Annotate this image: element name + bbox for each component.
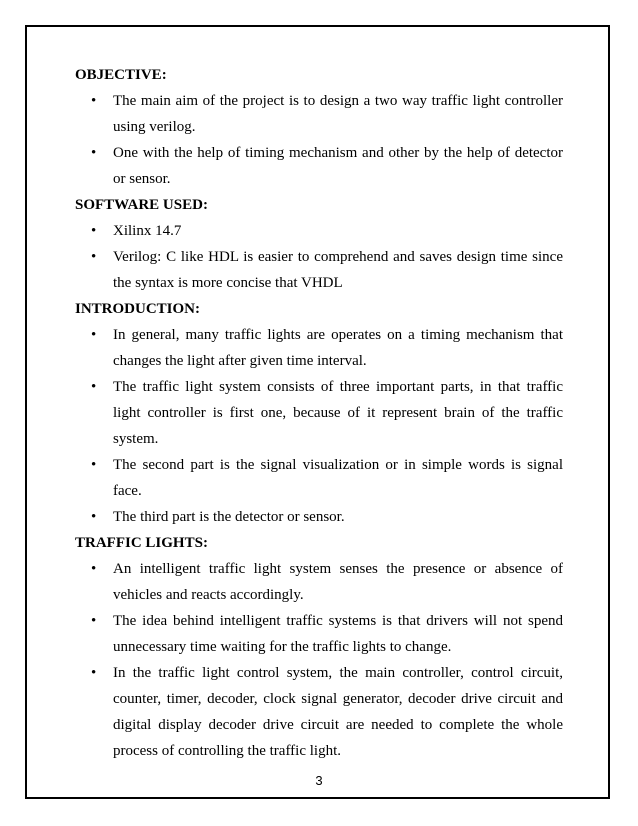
- bullet-item: • The third part is the detector or sensor.: [75, 504, 563, 530]
- bullet-list: [75, 218, 563, 296]
- section-heading: SOFTWARE USED:: [75, 197, 208, 213]
- section-heading: INTRODUCTION:: [75, 301, 201, 317]
- bullet-item: • The main aim of the project is to design a two way traffic light controller using verilog.: [75, 88, 563, 140]
- bullet-list: [75, 556, 563, 764]
- bullet-item: • Xilinx 14.7: [75, 218, 563, 244]
- bullet-list: [75, 88, 563, 192]
- document-body: [75, 62, 563, 764]
- bullet-item: • The traffic light system consists of three important parts, in that traffic light controller is first one, because of it represent brain of the traffic system.: [75, 374, 563, 452]
- section-introduction: [75, 296, 563, 530]
- page-number: 3: [315, 773, 323, 788]
- bullet-item: • One with the help of timing mechanism and other by the help of detector or sensor.: [75, 140, 563, 192]
- section-objective: [75, 62, 563, 192]
- section-heading: OBJECTIVE:: [75, 67, 167, 83]
- bullet-item: • In general, many traffic lights are operates on a timing mechanism that changes the light after given time interval.: [75, 322, 563, 374]
- bullet-item: • An intelligent traffic light system senses the presence or absence of vehicles and reacts accordingly.: [75, 556, 563, 608]
- section-heading: TRAFFIC LIGHTS:: [75, 535, 208, 551]
- bullet-list: [75, 322, 563, 530]
- section-software-used: [75, 192, 563, 296]
- bullet-item: • In the traffic light control system, the main controller, control circuit, counter, timer, decoder, clock signal generator, decoder drive circuit and digital display decoder drive circuit are needed to complete the whole process of controlling the traffic light.: [75, 660, 563, 764]
- section-traffic-lights: [75, 530, 563, 764]
- bullet-item: • Verilog: C like HDL is easier to comprehend and saves design time since the syntax is more concise that VHDL: [75, 244, 563, 296]
- bullet-item: • The idea behind intelligent traffic systems is that drivers will not spend unnecessary time waiting for the traffic lights to change.: [75, 608, 563, 660]
- bullet-item: • The second part is the signal visualization or in simple words is signal face.: [75, 452, 563, 504]
